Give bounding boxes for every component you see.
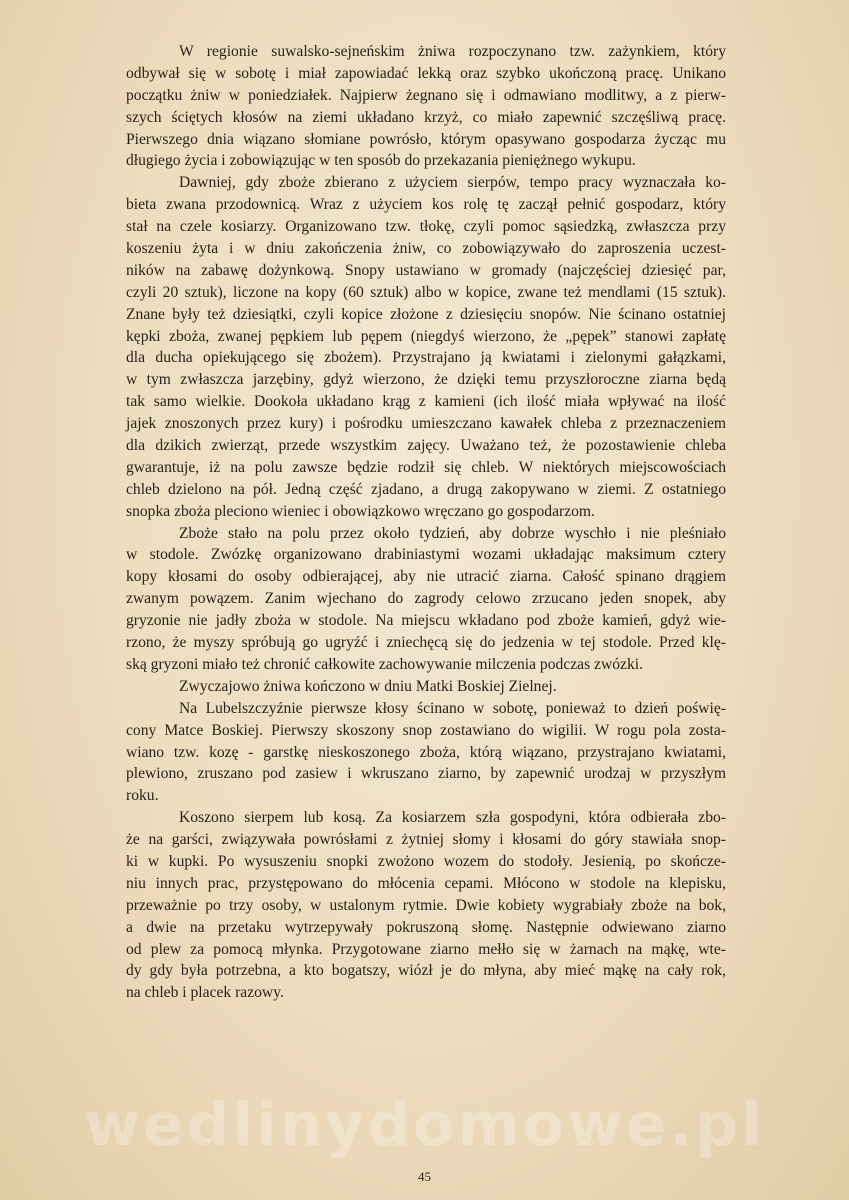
text-line: stał na czele kosiarzy. Organizowano tzw. tłokę, czyli pomoc sąsiedzką, zwłaszcza przy <box>126 218 726 236</box>
text-line: czyli 20 sztuk), liczone na kopy (60 sztuk) albo w kopice, zwane też mendlami (15 sztuk). <box>126 283 726 301</box>
text-line: roku. <box>126 787 159 805</box>
text-line: od plew za pomocą młynka. Przygotowane ziarno mełło się w żarnach na mąkę, wte- <box>126 940 726 958</box>
page-number: 45 <box>418 1169 431 1184</box>
text-line: bieta zwana przodownicą. Wraz z użyciem kos rolę tę zaczął pełnić gospodarz, który <box>126 196 726 214</box>
text-line: Dawniej, gdy zboże zbierano z użyciem sierpów, tempo pracy wyznaczała ko- <box>179 174 726 192</box>
text-line: a dwie na przetaku wytrzepywały pokruszoną słomę. Następnie odwiewano ziarno <box>126 918 726 936</box>
text-line: wiano tzw. kozę - garstkę nieskoszonego zboża, którą wiązano, przystrajano kwiatami, <box>126 743 726 761</box>
text-line: W regionie suwalsko-sejneńskim żniwa rozpoczynano tzw. zażynkiem, który <box>179 43 726 60</box>
text-line: ki w kupki. Po wysuszeniu snopki zwożono wozem do stodoły. Jesienią, po skończe- <box>126 852 726 870</box>
text-line: Znane były też dziesiątki, czyli kopice złożone z dziesięciu snopów. Nie ścinano ostatniej <box>126 305 726 323</box>
text-line: dla ducha opiekującego się zbożem). Przystrajano ją kwiatami i zielonymi gałązkami, <box>126 349 726 367</box>
text-line: koszeniu żyta i w dniu zakończenia żniw, co zobowiązywało do zaproszenia uczest- <box>126 240 726 258</box>
text-line: dla dzikich zwierząt, przede wszystkim zajęcy. Uważano też, że pozostawienie chleba <box>126 437 726 455</box>
text-line: odbywał się w sobotę i miał zapowiadać lekką oraz szybko ukończoną pracę. Unikano <box>126 64 726 82</box>
text-line: cony Matce Boskiej. Pierwszy skoszony snop zostawiano do wigilii. W rogu pola zosta- <box>126 721 726 739</box>
text-line: jajek znoszonych przez kury) i pośrodku umieszczano kawałek chleba z przeznaczeniem <box>126 415 726 433</box>
text-line: snopka zboża pleciono wieniec i obowiązkowo wręczano go gospodarzom. <box>126 502 595 520</box>
watermark: wedlinydomowe.pl <box>84 1090 765 1160</box>
text-line: Pierwszego dnia wiązano słomiane powrósło, którym opasywano gospodarza życząc mu <box>126 130 726 148</box>
text-line: Zwyczajowo żniwa kończono w dniu Matki Boskiej Zielnej. <box>179 677 557 695</box>
text-line: w tym zwłaszcza jarzębiny, gdyż wierzono, że dzięki temu przyszłoroczne ziarna będą <box>126 371 726 389</box>
text-line: przeważnie po trzy osoby, w ustalonym rytmie. Dwie kobiety wygrabiały zboże na bok, <box>126 896 726 914</box>
text-line: kopy kłosami do osoby odbierającej, aby nie utracić ziarna. Całość spinano drągiem <box>126 568 726 586</box>
text-line: Na Lubelszczyźnie pierwsze kłosy ścinano w sobotę, ponieważ to dzień poświę- <box>179 699 726 717</box>
text-line: rzono, że myszy spróbują go ugryźć i zniechęcą się do jedzenia w tej stodole. Przed klę- <box>126 634 726 652</box>
text-line: zwanym powązem. Zanim wjechano do zagrody celowo zrzucano jeden snopek, aby <box>126 590 726 608</box>
text-line: ników na zabawę dożynkową. Snopy ustawiano w gromady (najczęściej dziesięć par, <box>126 261 726 279</box>
text-line: gwarantuje, iż na polu zawsze będzie rodził się chleb. W niektórych miejscowościach <box>126 458 726 476</box>
text-line: niu innych prac, przystępowano do młócenia cepami. Młócono w stodole na klepisku, <box>126 874 726 892</box>
text-line: ską gryzoni miało też chronić całkowite zachowywanie milczenia podczas zwózki. <box>126 655 643 673</box>
body-text <box>126 41 726 1004</box>
text-line: tak samo wielkie. Dookoła układano krąg z kamieni (ich ilość miała wpływać na ilość <box>126 393 726 411</box>
text-line: szych ściętych kłosów na ziemi układano krzyż, co miało zapewnić szczęśliwą pracę. <box>126 108 726 126</box>
text-line: Zboże stało na polu przez około tydzień, aby dobrze wyschło i nie pleśniało <box>179 524 726 542</box>
text-line: plewiono, zruszano pod zasiew i wkruszano ziarno, by zapewnić urodzaj w przyszłym <box>126 765 726 783</box>
text-line: gryzonie nie jadły zboża w stodole. Na miejscu wkładano pod zboże kamień, gdyż wie- <box>126 612 726 630</box>
text-line: długiego życia i zobowiązując w ten sposób do przekazania pieniężnego wykupu. <box>126 152 636 170</box>
text-line: początku żniw w poniedziałek. Najpierw żegnano się i odmawiano modlitwy, a z pierw- <box>126 86 726 104</box>
text-line: chleb dzielono na pół. Jedną część zjadano, a drugą zakopywano w ziemi. Z ostatniego <box>126 480 726 498</box>
text-line: kępki zboża, zwanej pępkiem lub pępem (niegdyś wierzono, że „pępek” stanowi zapłatę <box>126 327 726 345</box>
text-line: w stodole. Zwózkę organizowano drabiniastymi wozami układając maksimum cztery <box>126 546 726 564</box>
text-line: Koszono sierpem lub kosą. Za kosiarzem szła gospodyni, która odbierała zbo- <box>179 809 726 827</box>
text-line: że na garści, związywała powrósłami z żytniej słomy i kłosami do góry stawiała snop- <box>126 831 726 849</box>
text-line: dy gdy była potrzebna, a kto bogatszy, wiózł je do młyna, aby mieć mąkę na cały rok, <box>126 962 726 980</box>
text-line: na chleb i placek razowy. <box>126 984 284 1002</box>
